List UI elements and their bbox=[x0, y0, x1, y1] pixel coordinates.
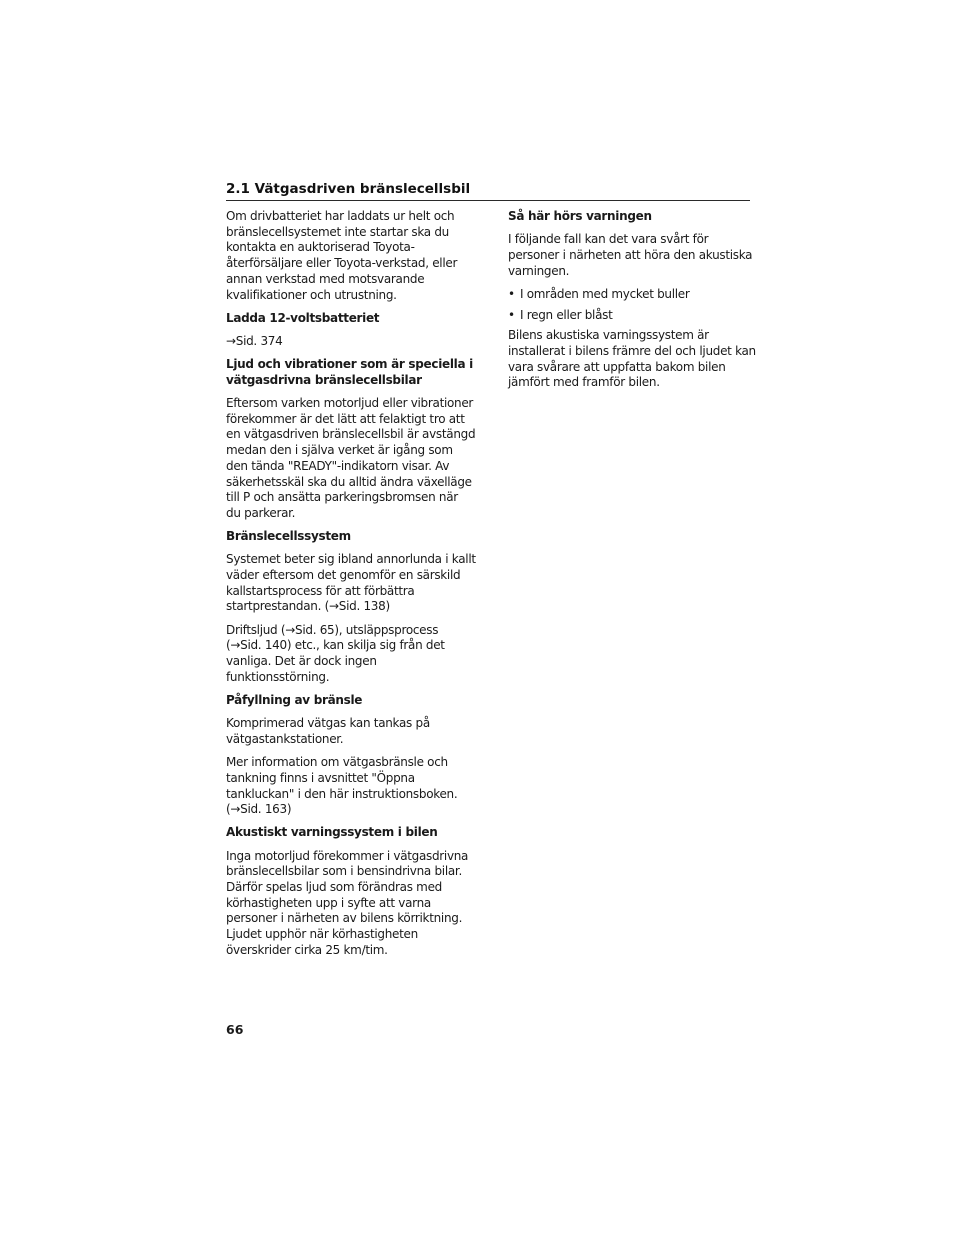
sound-vibration-paragraph: Eftersom varken motorljud eller vibrationer förekommer är det lätt att felaktigt tro att en vätgasdriven bränslecellsbil är avstängd medan den i själva verket är igång som den tända "READY"-indikatorn visar. Av säkerhetsskäl ska du alltid ändra växelläge till P och ansätta parkeringsbromsen när du parkerar. bbox=[226, 396, 476, 520]
list-item: • I områden med mycket buller bbox=[508, 287, 758, 303]
section-title: 2.1 Vätgasdriven bränslecellsbil bbox=[226, 181, 471, 197]
section-header bbox=[226, 178, 750, 201]
heading-sound-vibration: Ljud och vibrationer som är speciella i vätgasdrivna bränslecellsbilar bbox=[226, 357, 473, 387]
heading-charge-12v: Ladda 12-voltsbatteriet bbox=[226, 310, 380, 325]
heading-fuel-cell-system: Bränslecellssystem bbox=[226, 529, 351, 544]
heading-how-heard: Så här hörs varningen bbox=[508, 209, 652, 223]
fuel-cell-paragraph-2: Driftsljud (→Sid. 65), utsläppsprocess (→Sid. 140) etc., kan skilja sig från det vanliga. Det är dock ingen funktionsstörning. bbox=[226, 622, 445, 684]
bullet-list bbox=[508, 287, 758, 323]
page-reference-link[interactable]: →Sid. 374 bbox=[226, 333, 283, 348]
installation-paragraph: Bilens akustiska varningssystem är installerat i bilens främre del och ljudet kan vara svårare att uppfatta bakom bilen jämfört med framför bilen. bbox=[508, 328, 756, 390]
fuel-cell-paragraph-1: Systemet beter sig ibland annorlunda i kallt väder eftersom det genomför en särskild kallstartsprocess för att förbättra startprestandan. (→Sid. 138) bbox=[226, 552, 476, 614]
how-heard-paragraph: I följande fall kan det vara svårt för personer i närheten att höra den akustiska varningen. bbox=[508, 232, 753, 278]
list-item: • I regn eller blåst bbox=[508, 308, 758, 324]
intro-paragraph: Om drivbatteriet har laddats ur helt och bränslecellsystemet inte startar ska du kontakta en auktoriserad Toyota-återförsäljare eller Toyota-verkstad, eller annan verkstad med motsvarande kvalifikationer och utrustning. bbox=[226, 209, 458, 302]
page-number: 66 bbox=[226, 1022, 244, 1037]
right-column bbox=[508, 209, 758, 399]
refueling-paragraph-1: Komprimerad vätgas kan tankas på vätgastankstationer. bbox=[226, 716, 430, 746]
left-column bbox=[226, 209, 476, 966]
heading-acoustic-warning: Akustiskt varningssystem i bilen bbox=[226, 825, 438, 840]
heading-refueling: Påfyllning av bränsle bbox=[226, 692, 363, 707]
acoustic-warning-paragraph: Inga motorljud förekommer i vätgasdrivna bränslecellsbilar som i bensindrivna bilar. Därför spelas ljud som förändras med körhastigheten upp i syfte att varna personer i närheten av bilens körriktning. Ljudet upphör när körhastigheten överskrider cirka 25 km/tim. bbox=[226, 848, 469, 957]
refueling-paragraph-2: Mer information om vätgasbränsle och tankning finns i avsnittet "Öppna tankluckan" i den här instruktionsboken. (→Sid. 163) bbox=[226, 755, 458, 817]
